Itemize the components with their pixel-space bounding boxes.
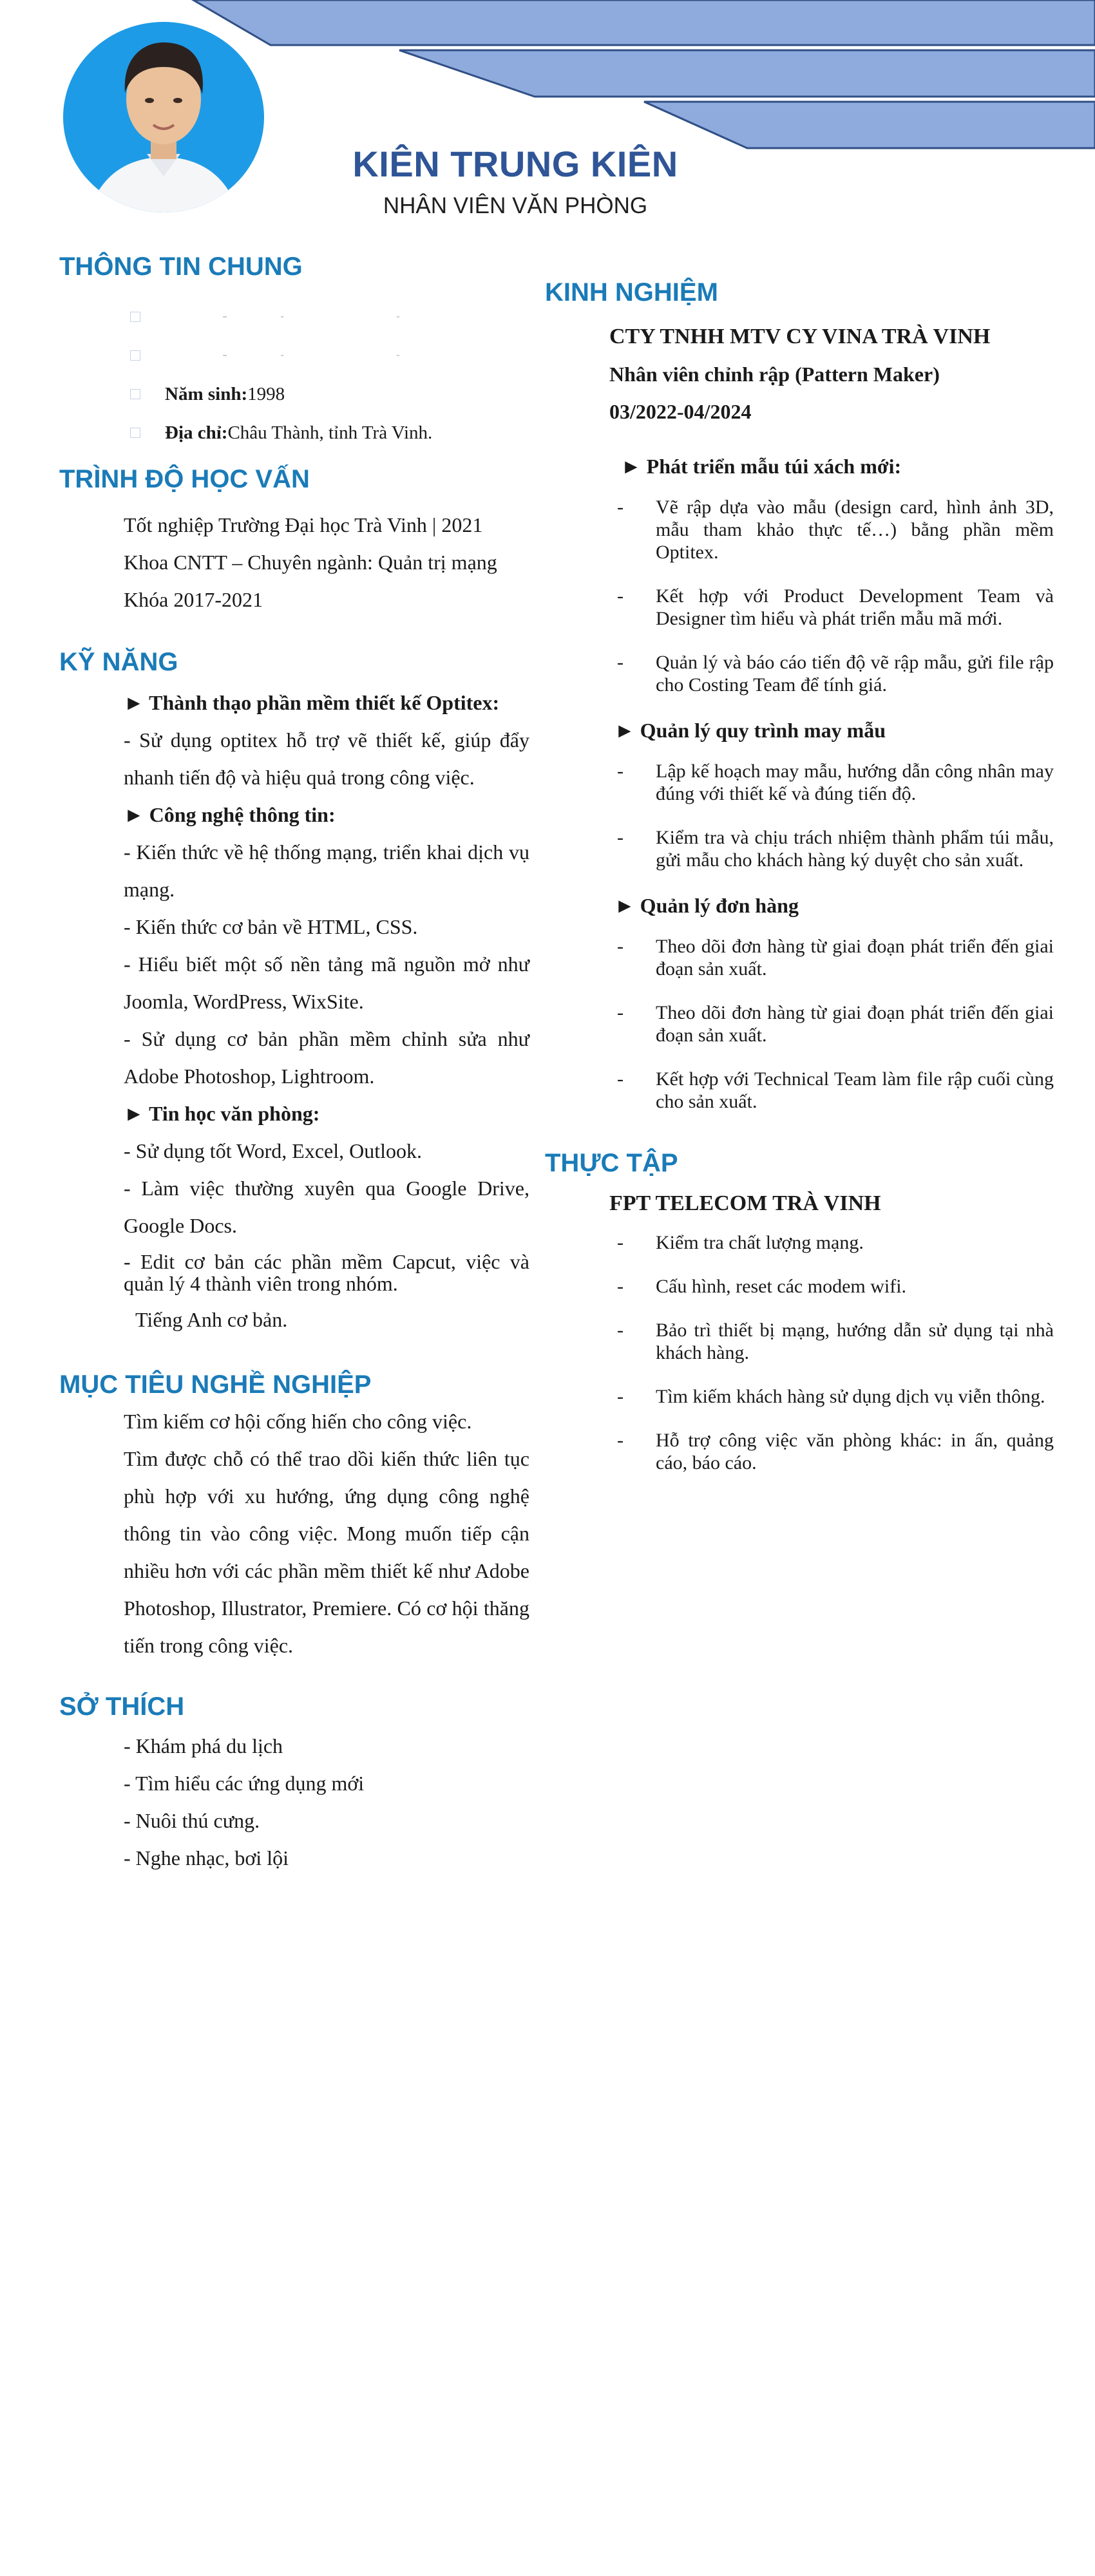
list-item: - Kiểm tra và chịu trách nhiệm thành phẩm túi mẫu, gửi mẫu cho khách hàng ký duyệt cho sản xuất. (617, 826, 1054, 871)
skill-item: - Sử dụng optitex hỗ trợ vẽ thiết kế, giúp đẩy nhanh tiến độ và hiệu quả trong công việc. (124, 728, 529, 789)
list-item: - Kết hợp với Product Development Team và Designer tìm hiểu và phát triển mẫu mã mới. (617, 585, 1054, 630)
skill-item: - Edit cơ bản các phần mềm Capcut, việc và quản lý 4 thành viên trong nhóm. (124, 1250, 529, 1295)
hobby-item: - Tìm hiểu các ứng dụng mới (124, 1772, 365, 1795)
skill-item: - Kiến thức cơ bản về HTML, CSS. (124, 915, 418, 938)
skill-item: - Sử dụng tốt Word, Excel, Outlook. (124, 1139, 423, 1162)
experience-section-title: ► Quản lý đơn hàng (614, 894, 799, 917)
education-block (59, 506, 529, 618)
birth-label: Năm sinh: (165, 383, 248, 404)
contact-list (59, 298, 529, 452)
list-item: - Kết hợp với Technical Team làm file rập cuối cùng cho sản xuất. (617, 1068, 1054, 1113)
skill-group-title: ► Công nghệ thông tin: (124, 803, 336, 826)
list-item: - Tìm kiếm khách hàng sử dụng dịch vụ viễn thông. (617, 1385, 1054, 1408)
banner-stripe-2 (399, 50, 1095, 97)
internship-heading: THỰC TẬP (545, 1149, 678, 1177)
skill-item: - Làm việc thường xuyên qua Google Drive, Google Docs. (124, 1177, 529, 1237)
experience-section-title: ► Quản lý quy trình may mẫu (614, 719, 886, 742)
skills-heading: KỸ NĂNG (59, 648, 178, 676)
contact-row-redacted-1 (130, 298, 529, 336)
contact-row-birth (130, 375, 529, 413)
left-column (59, 251, 529, 1877)
hobby-item: - Nghe nhạc, bơi lội (124, 1846, 289, 1870)
list-item: - Kiểm tra chất lượng mạng. (617, 1231, 1054, 1254)
list-item: - Hỗ trợ công việc văn phòng khác: in ấn, quảng cáo, báo cáo. (617, 1429, 1054, 1474)
bullet-box-icon (130, 389, 140, 399)
bullet-box-icon (130, 350, 140, 361)
banner-stripe-3 (644, 102, 1095, 148)
profile-photo (63, 22, 264, 213)
experience-section-list (545, 496, 1054, 696)
internship-company: FPT TELECOM TRÀ VINH (609, 1191, 881, 1215)
redacted-line (165, 355, 410, 356)
education-line: Khoa CNTT – Chuyên ngành: Quản trị mạng (124, 551, 497, 574)
objective-paragraph: Tìm được chỗ có thể trao dồi kiến thức liên tục phù hợp với xu hướng, ứng dụng công nghệ thông tin vào công việc. Mong muốn tiếp cận nhiều hơn với các phần mềm thiết kế như Adobe Photoshop, Illustrator, Premiere. Có cơ hội thăng tiến trong công việc. (124, 1447, 529, 1657)
experience-role: Nhân viên chỉnh rập (Pattern Maker) (609, 363, 940, 386)
education-line: Tốt nghiệp Trường Đại học Trà Vinh | 2021 (124, 513, 483, 536)
experience-section-list (545, 760, 1054, 871)
birth-value: 1998 (247, 383, 285, 404)
list-item: - Theo dõi đơn hàng từ giai đoạn phát triển đến giai đoạn sản xuất. (617, 1001, 1054, 1046)
list-item: - Bảo trì thiết bị mạng, hướng dẫn sử dụng tại nhà khách hàng. (617, 1319, 1054, 1364)
experience-block (545, 318, 1054, 1113)
internship-block (545, 1185, 1054, 1474)
skill-item: - Kiến thức về hệ thống mạng, triển khai dịch vụ mạng. (124, 840, 529, 901)
contact-row-redacted-2 (130, 336, 529, 375)
skill-group-title: ► Tin học văn phòng: (124, 1102, 320, 1125)
list-item: - Quản lý và báo cáo tiến độ vẽ rập mẫu, gửi file rập cho Costing Team để tính giá. (617, 651, 1054, 696)
education-line: Khóa 2017-2021 (124, 588, 263, 611)
objective-block (59, 1403, 529, 1664)
hobby-item: - Nuôi thú cưng. (124, 1809, 260, 1832)
experience-section-title: ► Phát triển mẫu túi xách mới: (621, 455, 902, 478)
skill-item: - Sử dụng cơ bản phần mềm chỉnh sửa như Adobe Photoshop, Lightroom. (124, 1027, 529, 1088)
address-label: Địa chỉ: (165, 422, 228, 443)
skill-item: - Hiểu biết một số nền tảng mã nguồn mở như Joomla, WordPress, WixSite. (124, 952, 529, 1013)
bullet-box-icon (130, 428, 140, 438)
hobbies-heading: SỞ THÍCH (59, 1692, 185, 1721)
experience-period: 03/2022-04/2024 (609, 400, 752, 423)
education-heading: TRÌNH ĐỘ HỌC VẤN (59, 465, 310, 493)
right-column (545, 277, 1054, 1495)
contact-row-address (130, 413, 529, 452)
general-info-heading: THÔNG TIN CHUNG (59, 252, 303, 281)
address-value: Châu Thành, tỉnh Trà Vinh. (227, 422, 433, 443)
skills-block (59, 684, 529, 1338)
experience-section-list (545, 935, 1054, 1113)
banner-stripe-1 (193, 0, 1095, 45)
hobbies-block (59, 1727, 529, 1877)
redacted-line (165, 316, 410, 317)
skill-item-english: Tiếng Anh cơ bản. (135, 1308, 288, 1331)
list-item: - Vẽ rập dựa vào mẫu (design card, hình ảnh 3D, mẫu tham khảo thực tế…) bằng phần mềm Optitex. (617, 496, 1054, 564)
internship-list (545, 1231, 1054, 1474)
bullet-box-icon (130, 312, 140, 322)
list-item: - Cấu hình, reset các modem wifi. (617, 1275, 1054, 1298)
list-item: - Theo dõi đơn hàng từ giai đoạn phát triển đến giai đoạn sản xuất. (617, 935, 1054, 980)
objective-heading: MỤC TIÊU NGHỀ NGHIỆP (59, 1370, 372, 1399)
list-item: - Lập kế hoạch may mẫu, hướng dẫn công nhân may đúng với thiết kế và đúng tiến độ. (617, 760, 1054, 805)
candidate-job-title: NHÂN VIÊN VĂN PHÒNG (383, 193, 648, 218)
objective-line: Tìm kiếm cơ hội cống hiến cho công việc. (124, 1410, 472, 1433)
experience-company: CTY TNHH MTV CY VINA TRÀ VINH (609, 325, 991, 348)
hobby-item: - Khám phá du lịch (124, 1734, 283, 1757)
experience-heading: KINH NGHIỆM (545, 278, 718, 307)
candidate-name: KIÊN TRUNG KIÊN (352, 144, 678, 184)
skill-group-title: ► Thành thạo phần mềm thiết kế Optitex: (124, 691, 500, 714)
